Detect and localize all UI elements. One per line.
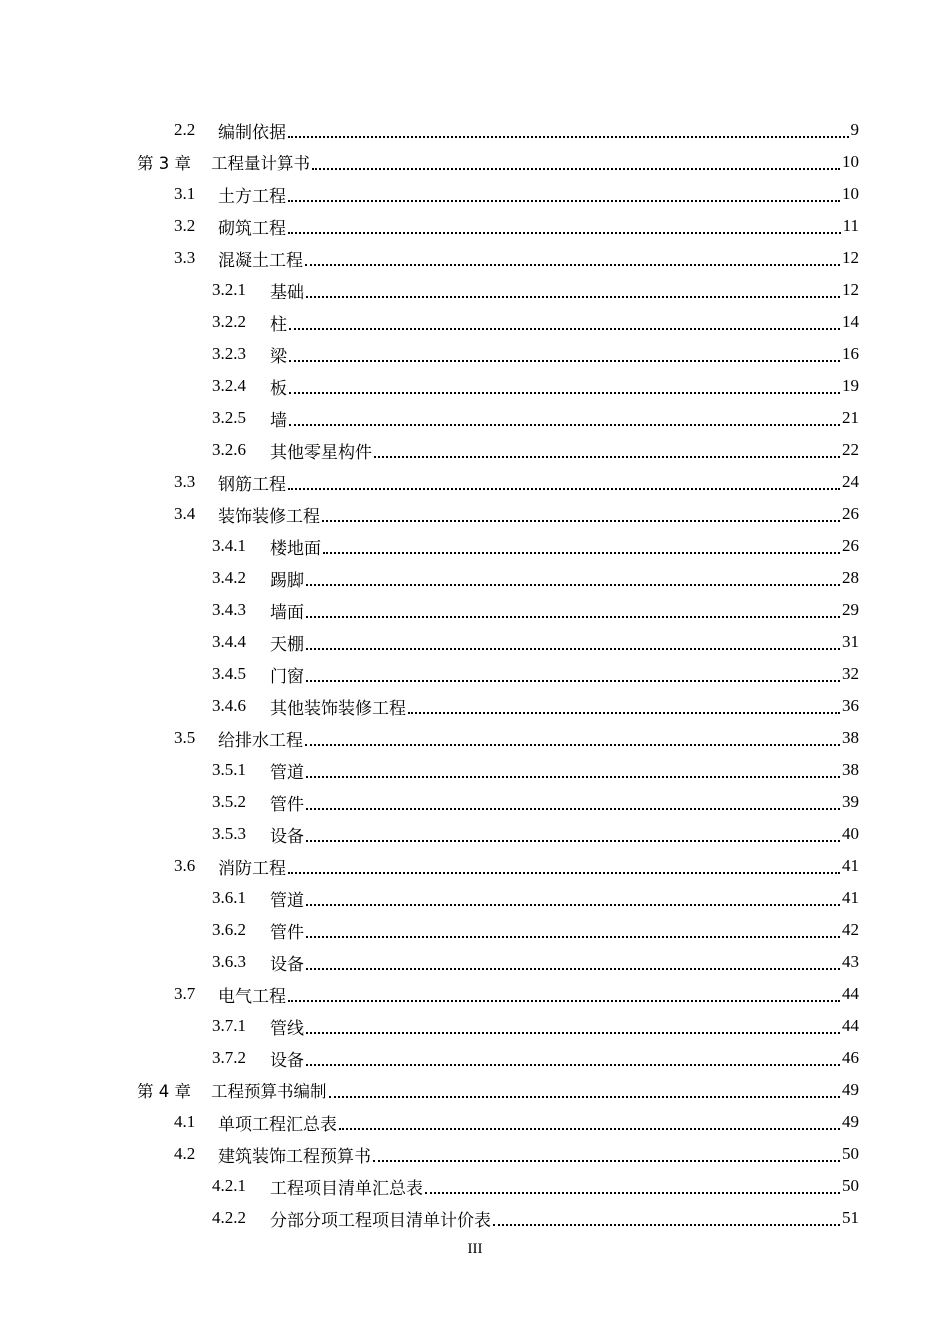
toc-entry[interactable]: [174, 722, 859, 754]
toc-entry-title: 踢脚: [270, 570, 304, 590]
toc-dot-leader: [288, 999, 840, 1002]
toc-entry-title: 管道: [270, 890, 304, 910]
toc-entry-number: 3.4.1: [212, 536, 246, 555]
toc-entry[interactable]: [212, 594, 859, 626]
toc-entry-number: 第 4 章: [137, 1082, 191, 1101]
toc-entry-page: 39: [842, 792, 859, 811]
toc-entry[interactable]: [212, 754, 859, 786]
toc-entry[interactable]: [174, 178, 859, 210]
toc-entry-number: 3.6.2: [212, 920, 246, 939]
toc-entry[interactable]: [212, 882, 859, 914]
toc-dot-leader: [288, 487, 840, 490]
toc-entry[interactable]: [212, 818, 859, 850]
toc-entry[interactable]: [174, 978, 859, 1010]
toc-dot-leader: [408, 711, 840, 714]
toc-entry-title: 墙面: [270, 602, 304, 622]
toc-entry-number: 3.4.3: [212, 600, 246, 619]
toc-entry[interactable]: [174, 466, 859, 498]
toc-entry-number: 3.2.1: [212, 280, 246, 299]
toc-entry[interactable]: [212, 786, 859, 818]
toc-dot-leader: [306, 615, 840, 618]
toc-entry[interactable]: [174, 210, 859, 242]
toc-entry-page: 44: [842, 1016, 859, 1035]
toc-dot-leader: [288, 135, 849, 138]
toc-entry[interactable]: [212, 1042, 859, 1074]
toc-entry[interactable]: [212, 626, 859, 658]
toc-dot-leader: [306, 967, 840, 970]
toc-entry-title: 门窗: [270, 666, 304, 686]
toc-entry-page: 11: [842, 216, 859, 235]
toc-entry-title: 设备: [270, 1050, 304, 1070]
toc-entry-page: 10: [842, 184, 859, 203]
toc-entry-title: 管件: [270, 922, 304, 942]
toc-entry-page: 43: [842, 952, 859, 971]
toc-entry-title: 混凝土工程: [218, 250, 303, 270]
toc-dot-leader: [288, 231, 841, 234]
toc-entry-page: 49: [842, 1080, 859, 1099]
toc-entry-number: 2.2: [174, 120, 196, 139]
toc-dot-leader: [493, 1223, 840, 1226]
toc-dot-leader: [374, 455, 840, 458]
toc-entry[interactable]: [212, 434, 859, 466]
toc-entry-page: 50: [842, 1176, 859, 1195]
toc-entry-number: 3.4: [174, 504, 196, 523]
toc-entry-number: 4.2: [174, 1144, 196, 1163]
toc-entry[interactable]: [137, 1074, 859, 1106]
toc-dot-leader: [289, 423, 840, 426]
toc-dot-leader: [306, 775, 840, 778]
toc-entry-number: 4.1: [174, 1112, 196, 1131]
toc-entry-page: 50: [842, 1144, 859, 1163]
toc-dot-leader: [306, 807, 840, 810]
toc-entry-title: 板: [270, 378, 287, 398]
toc-dot-leader: [306, 679, 840, 682]
toc-entry-number: 3.6.1: [212, 888, 246, 907]
toc-entry-page: 49: [842, 1112, 859, 1131]
toc-entry-number: 3.2.2: [212, 312, 246, 331]
toc-entry-number: 3.5.3: [212, 824, 246, 843]
toc-entry-title: 电气工程: [218, 986, 286, 1006]
toc-entry-title: 给排水工程: [218, 730, 303, 750]
toc-entry-page: 41: [842, 888, 859, 907]
toc-entry-page: 38: [842, 760, 859, 779]
toc-entry[interactable]: [212, 338, 859, 370]
toc-dot-leader: [288, 871, 840, 874]
toc-entry[interactable]: [137, 146, 859, 178]
toc-entry-page: 51: [842, 1208, 859, 1227]
toc-entry-page: 38: [842, 728, 859, 747]
toc-entry-title: 梁: [270, 346, 287, 366]
toc-entry-page: 16: [842, 344, 859, 363]
toc-dot-leader: [306, 1063, 840, 1066]
toc-entry[interactable]: [212, 690, 859, 722]
toc-dot-leader: [289, 359, 840, 362]
toc-entry[interactable]: [212, 1010, 859, 1042]
toc-entry-page: 24: [842, 472, 859, 491]
toc-entry-page: 12: [842, 280, 859, 299]
toc-dot-leader: [306, 935, 840, 938]
toc-entry-number: 3.2.5: [212, 408, 246, 427]
toc-entry-title: 管道: [270, 762, 304, 782]
toc-entry[interactable]: [212, 658, 859, 690]
toc-entry-number: 4.2.2: [212, 1208, 246, 1227]
toc-dot-leader: [306, 295, 840, 298]
toc-entry-number: 3.2.6: [212, 440, 246, 459]
toc-entry[interactable]: [174, 1138, 859, 1170]
toc-dot-leader: [306, 1031, 840, 1034]
toc-entry[interactable]: [212, 1202, 859, 1234]
toc-entry-page: 28: [842, 568, 859, 587]
toc-entry-title: 建筑装饰工程预算书: [218, 1146, 371, 1166]
toc-entry-title: 分部分项工程项目清单计价表: [270, 1210, 491, 1230]
toc-entry-page: 26: [842, 536, 859, 555]
toc-dot-leader: [306, 903, 840, 906]
toc-entry-page: 40: [842, 824, 859, 843]
toc-entry-page: 9: [850, 120, 859, 139]
toc-entry-title: 工程项目清单汇总表: [270, 1178, 423, 1198]
toc-entry-title: 土方工程: [218, 186, 286, 206]
toc-dot-leader: [425, 1191, 840, 1194]
toc-entry[interactable]: [174, 1106, 859, 1138]
toc-entry-number: 3.4.2: [212, 568, 246, 587]
toc-entry-title: 墙: [270, 410, 287, 430]
toc-entry-page: 44: [842, 984, 859, 1003]
toc-entry-title: 其他装饰装修工程: [270, 698, 406, 718]
toc-entry-number: 3.4.5: [212, 664, 246, 683]
toc-entry[interactable]: [212, 306, 859, 338]
toc-entry-page: 42: [842, 920, 859, 939]
toc-entry-title: 钢筋工程: [218, 474, 286, 494]
toc-dot-leader: [289, 327, 840, 330]
toc-entry-number: 3.3: [174, 248, 196, 267]
toc-dot-leader: [323, 551, 840, 554]
toc-entry-number: 3.5: [174, 728, 196, 747]
toc-entry-page: 31: [842, 632, 859, 651]
toc-entry-number: 3.2.4: [212, 376, 246, 395]
toc-entry[interactable]: [212, 370, 859, 402]
toc-entry-number: 3.4.6: [212, 696, 246, 715]
toc-entry-number: 第 3 章: [137, 154, 191, 173]
toc-entry-page: 26: [842, 504, 859, 523]
toc-entry-title: 设备: [270, 826, 304, 846]
toc-entry[interactable]: [212, 914, 859, 946]
toc-dot-leader: [322, 519, 840, 522]
toc-dot-leader: [306, 839, 840, 842]
toc-entry-number: 3.3: [174, 472, 196, 491]
toc-entry-title: 消防工程: [218, 858, 286, 878]
toc-entry[interactable]: [212, 946, 859, 978]
toc-dot-leader: [288, 199, 840, 202]
toc-entry-title: 设备: [270, 954, 304, 974]
toc-entry-number: 3.5.2: [212, 792, 246, 811]
toc-entry-page: 41: [842, 856, 859, 875]
toc-entry-title: 管线: [270, 1018, 304, 1038]
toc-entry-number: 3.6: [174, 856, 196, 875]
toc-entry-title: 工程量计算书: [211, 154, 310, 173]
toc-entry-title: 工程预算书编制: [211, 1082, 327, 1101]
toc-entry[interactable]: [212, 530, 859, 562]
toc-entry-title: 管件: [270, 794, 304, 814]
toc-entry-page: 46: [842, 1048, 859, 1067]
toc-entry-number: 3.6.3: [212, 952, 246, 971]
toc-dot-leader: [305, 263, 840, 266]
toc-entry-page: 19: [842, 376, 859, 395]
toc-entry-title: 楼地面: [270, 538, 321, 558]
toc-entry-page: 29: [842, 600, 859, 619]
toc-entry[interactable]: [174, 498, 859, 530]
toc-entry-number: 3.2.3: [212, 344, 246, 363]
toc-entry-number: 3.7: [174, 984, 196, 1003]
toc-entry[interactable]: [212, 562, 859, 594]
toc-entry-number: 3.2: [174, 216, 196, 235]
toc-dot-leader: [306, 583, 840, 586]
toc-dot-leader: [373, 1159, 840, 1162]
toc-entry[interactable]: [212, 274, 859, 306]
toc-entry-number: 3.4.4: [212, 632, 246, 651]
toc-dot-leader: [329, 1095, 841, 1098]
toc-entry[interactable]: [212, 402, 859, 434]
toc-entry-title: 装饰装修工程: [218, 506, 320, 526]
toc-entry-number: 4.2.1: [212, 1176, 246, 1195]
toc-entry-title: 柱: [270, 314, 287, 334]
toc-entry-page: 12: [842, 248, 859, 267]
toc-entry-title: 砌筑工程: [218, 218, 286, 238]
toc-entry-number: 3.5.1: [212, 760, 246, 779]
toc-dot-leader: [306, 647, 840, 650]
toc-entry-number: 3.1: [174, 184, 196, 203]
toc-dot-leader: [312, 167, 840, 170]
toc-dot-leader: [289, 391, 840, 394]
toc-entry-title: 单项工程汇总表: [218, 1114, 337, 1134]
toc-entry-title: 其他零星构件: [270, 442, 372, 462]
toc-entry[interactable]: [174, 242, 859, 274]
toc-entry-page: 22: [842, 440, 859, 459]
toc-entry-page: 21: [842, 408, 859, 427]
toc-entry-title: 基础: [270, 282, 304, 302]
toc-dot-leader: [305, 743, 840, 746]
toc-entry-page: 36: [842, 696, 859, 715]
toc-entry[interactable]: [212, 1170, 859, 1202]
toc-entry-title: 天棚: [270, 634, 304, 654]
toc-entry-number: 3.7.2: [212, 1048, 246, 1067]
toc-entry-page: 10: [842, 152, 859, 171]
toc-entry[interactable]: [174, 850, 859, 882]
toc-entry-page: 32: [842, 664, 859, 683]
toc-entry[interactable]: [174, 114, 859, 146]
toc-entry-number: 3.7.1: [212, 1016, 246, 1035]
toc-dot-leader: [339, 1127, 840, 1130]
toc-entry-page: 14: [842, 312, 859, 331]
page-number: III: [467, 1241, 483, 1257]
toc-entry-title: 编制依据: [218, 122, 286, 142]
